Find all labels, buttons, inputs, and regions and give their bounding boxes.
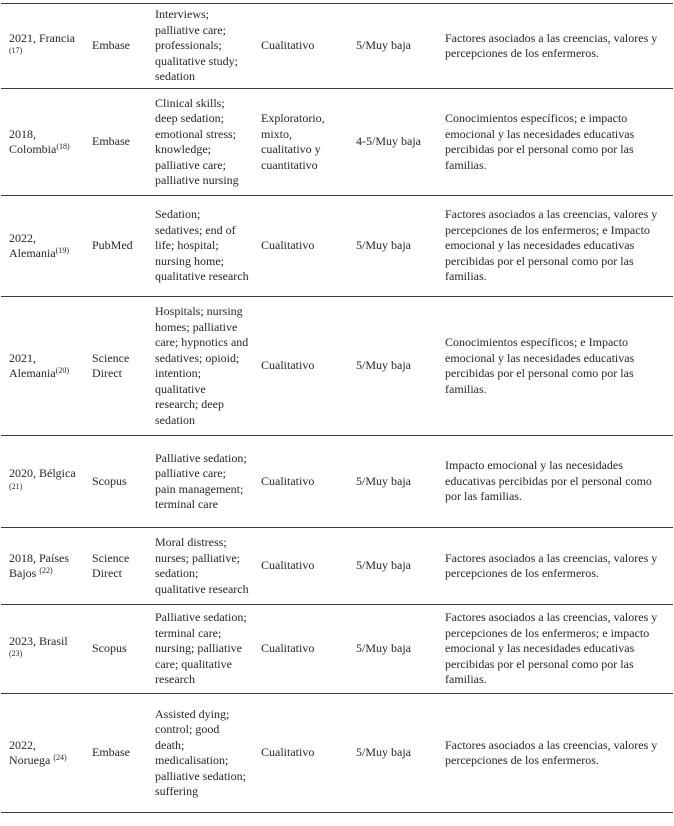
database-cell: Embase bbox=[84, 89, 147, 196]
reference-superscript: (18) bbox=[56, 142, 70, 151]
study-label: 2021, Francia bbox=[9, 30, 75, 45]
database-cell: Scopus bbox=[84, 436, 147, 528]
study-label: 2022, Noruega bbox=[9, 737, 54, 767]
keywords-cell: Palliative sedation; palliative care; pain management; terminal care bbox=[147, 436, 253, 528]
reference-superscript: (21) bbox=[9, 481, 23, 491]
keywords-cell: Clinical skills; deep sedation; emotional stress; knowledge; palliative care; palliative nursing bbox=[147, 89, 253, 196]
study-cell bbox=[1, 297, 84, 436]
findings-cell: Factores asociados a las creencias, valores y percepciones de los enfermeros. bbox=[428, 4, 673, 89]
study-label: 2018, Países Bajos bbox=[9, 550, 69, 580]
design-cell: Cualitativo bbox=[253, 436, 348, 528]
reference-superscript: (20) bbox=[55, 366, 69, 375]
study-cell bbox=[1, 694, 84, 813]
findings-cell: Factores asociados a las creencias, valores y percepciones de los enfermeros. bbox=[428, 694, 673, 813]
database-cell: Science Direct bbox=[84, 297, 147, 436]
keywords-cell: Assisted dying; control; good death; medicalisation; palliative sedation; suffering bbox=[147, 694, 253, 813]
design-cell: Exploratorio, mixto, cualitativo y cuantitativo bbox=[253, 89, 348, 196]
study-cell bbox=[1, 4, 84, 89]
quality-cell: 5/Muy baja bbox=[348, 694, 428, 813]
included-studies-table bbox=[1, 3, 673, 813]
keywords-cell: Hospitals; nursing homes; palliative care; hypnotics and sedatives; opioid; intention; qualitative research; deep sedation bbox=[147, 297, 253, 436]
design-cell: Cualitativo bbox=[253, 605, 348, 694]
database-cell: Embase bbox=[84, 4, 147, 89]
study-label: 2023, Brasil bbox=[9, 633, 68, 648]
database-cell: PubMed bbox=[84, 196, 147, 297]
quality-cell: 4-5/Muy baja bbox=[348, 89, 428, 196]
reference-superscript: (23) bbox=[9, 649, 23, 658]
keywords-cell: Moral distress; nurses; palliative; sedation; qualitative research bbox=[147, 528, 253, 605]
quality-cell: 5/Muy baja bbox=[348, 436, 428, 528]
table-row bbox=[1, 528, 673, 605]
reference-superscript: (17) bbox=[9, 46, 23, 55]
reference-superscript: (24) bbox=[53, 753, 67, 762]
design-cell: Cualitativo bbox=[253, 196, 348, 297]
quality-cell: 5/Muy baja bbox=[348, 4, 428, 89]
database-cell: Embase bbox=[84, 694, 147, 813]
keywords-cell: Palliative sedation; terminal care; nursing; palliative care; qualitative research bbox=[147, 605, 253, 694]
study-cell bbox=[1, 605, 84, 694]
quality-cell: 5/Muy baja bbox=[348, 196, 428, 297]
reference-superscript: (22) bbox=[39, 566, 53, 575]
database-cell: Scopus bbox=[84, 605, 147, 694]
design-cell: Cualitativo bbox=[253, 4, 348, 89]
table-row bbox=[1, 297, 673, 436]
study-label: 2018, Colombia bbox=[9, 126, 57, 156]
table-row bbox=[1, 89, 673, 196]
table-row bbox=[1, 436, 673, 528]
design-cell: Cualitativo bbox=[253, 694, 348, 813]
table-row bbox=[1, 605, 673, 694]
study-cell bbox=[1, 196, 84, 297]
study-label: 2022, Alemania bbox=[9, 230, 56, 260]
study-label: 2021, Alemania bbox=[9, 350, 56, 380]
table-row bbox=[1, 4, 673, 89]
design-cell: Cualitativo bbox=[253, 528, 348, 605]
quality-cell: 5/Muy baja bbox=[348, 297, 428, 436]
findings-cell: Conocimientos específicos; e Impacto emocional y las necesidades educativas percibidas por el personal como por las familias. bbox=[428, 297, 673, 436]
study-label: 2020, Bélgica bbox=[9, 466, 76, 480]
table-row bbox=[1, 196, 673, 297]
design-cell: Cualitativo bbox=[253, 297, 348, 436]
reference-superscript: (19) bbox=[55, 246, 69, 255]
study-cell bbox=[1, 89, 84, 196]
findings-cell: Factores asociados a las creencias, valores y percepciones de los enfermeros; e impacto emocional y las necesidades educativas percibidas por el personal como por las familias. bbox=[428, 605, 673, 694]
table-row bbox=[1, 694, 673, 813]
keywords-cell: Sedation; sedatives; end of life; hospital; nursing home; qualitative research bbox=[147, 196, 253, 297]
findings-cell: Factores asociados a las creencias, valores y percepciones de los enfermeros; e Impacto emocional y las necesidades educativas percibidas por el personal como por las familias. bbox=[428, 196, 673, 297]
findings-cell: Impacto emocional y las necesidades educativas percibidas por el personal como por las familias. bbox=[428, 436, 673, 528]
findings-cell: Factores asociados a las creencias, valores y percepciones de los enfermeros. bbox=[428, 528, 673, 605]
study-cell bbox=[1, 436, 84, 528]
database-cell: Science Direct bbox=[84, 528, 147, 605]
quality-cell: 5/Muy baja bbox=[348, 528, 428, 605]
quality-cell: 5/Muy baja bbox=[348, 605, 428, 694]
keywords-cell: Interviews; palliative care; professionals; qualitative study; sedation bbox=[147, 4, 253, 89]
findings-cell: Conocimientos específicos; e impacto emocional y las necesidades educativas percibidas por el personal como por las familias. bbox=[428, 89, 673, 196]
study-cell bbox=[1, 528, 84, 605]
